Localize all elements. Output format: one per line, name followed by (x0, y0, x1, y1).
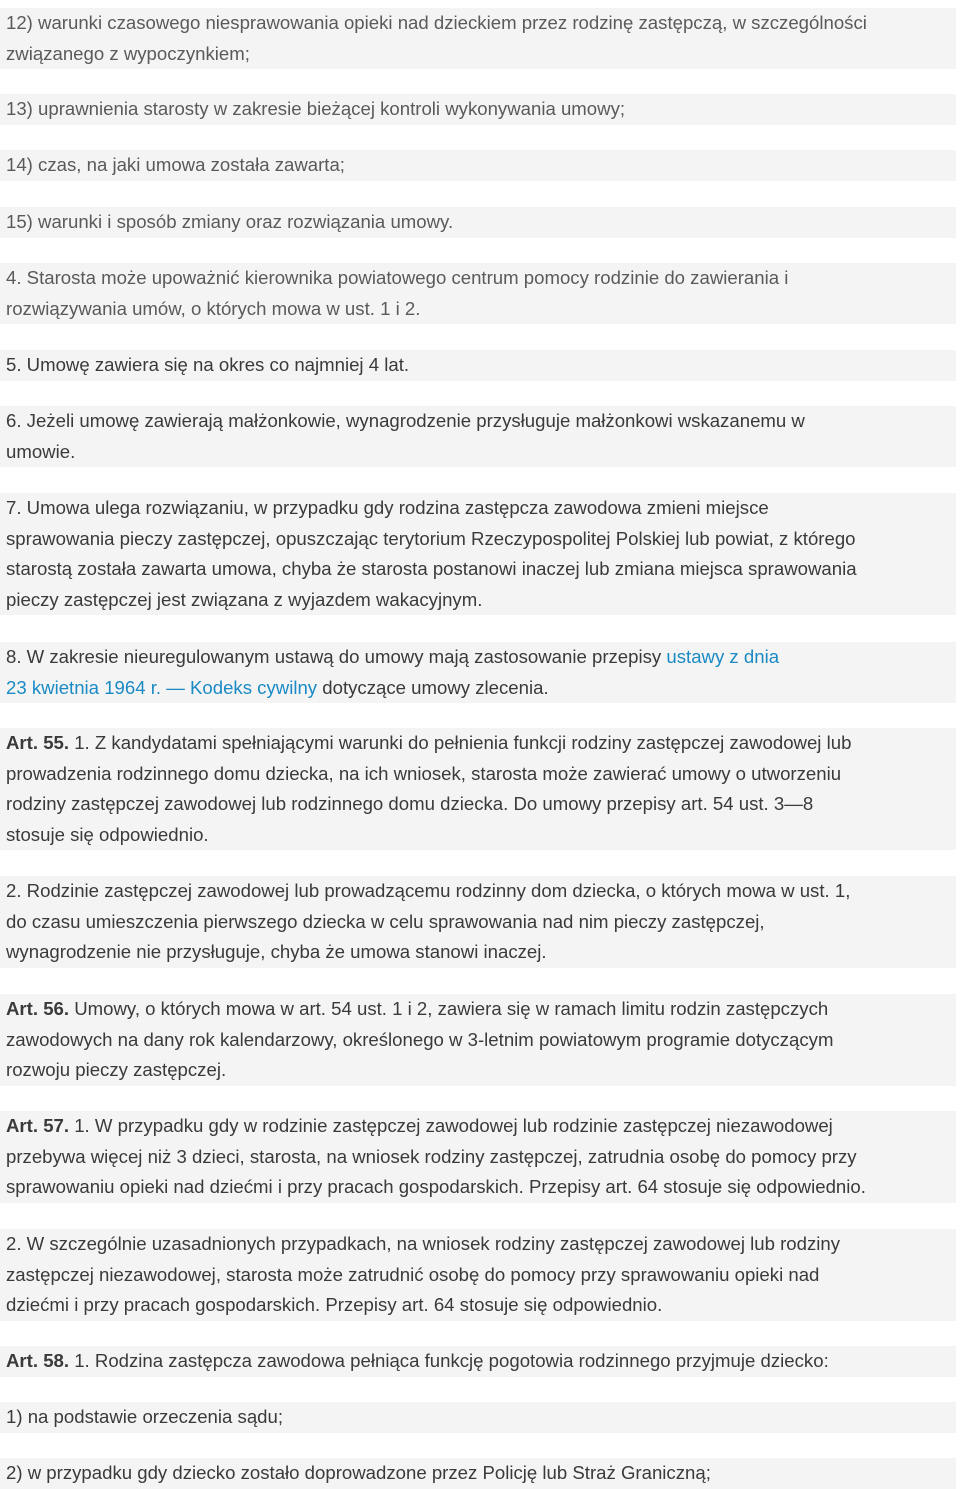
text-run: Umowy, o których mowa w art. 54 ust. 1 i 2, zawiera się w ramach limitu rodzin zastępczych (69, 998, 829, 1019)
text-line: 6. Jeżeli umowę zawierają małżonkowie, wynagrodzenie przysługuje małżonkowi wskazanemu w (6, 410, 805, 431)
text-line: umowie. (6, 440, 76, 462)
link-civil-code-date-cont[interactable]: 23 kwietnia 1964 r. (6, 676, 162, 698)
paragraph-ust-4 (0, 263, 956, 324)
text-line: 2) w przypadku gdy dziecko zostało doprowadzone przez Policję lub Straż Graniczną; (6, 1462, 711, 1483)
text-line: 4. Starosta może upoważnić kierownika powiatowego centrum pomocy rodzinie do zawierania i (6, 267, 789, 288)
text-run: dotyczące umowy zlecenia. (317, 676, 549, 698)
text-line: pieczy zastępczej jest związana z wyjazdem wakacyjnym. (6, 588, 483, 610)
article-56 (0, 994, 956, 1086)
text-line (6, 642, 950, 673)
text-line: dziećmi i przy pracach gospodarskich. Przepisy art. 64 stosuje się odpowiednio. (6, 1294, 663, 1315)
text-line: sprawowaniu opieki nad dziećmi i przy pracach gospodarskich. Przepisy art. 64 stosuje się odpowiednio. (6, 1176, 866, 1197)
text-run: 1. Z kandydatami spełniającymi warunki do pełnienia funkcji rodziny zastępczej zawodowej lub (69, 732, 852, 753)
text-line: związanego z wypoczynkiem; (6, 42, 250, 64)
article-58-item-2 (0, 1458, 956, 1489)
article-57-ust-1 (0, 1111, 956, 1203)
text-line: przebywa więcej niż 3 dzieci, starosta, na wniosek rodziny zastępczej, zatrudnia osobę do pomocy przy (6, 1145, 857, 1167)
article-58-item-1 (0, 1402, 956, 1433)
article-55-ust-2 (0, 876, 956, 968)
link-civil-code-date[interactable]: ustawy z dnia (666, 646, 780, 667)
article-label: Art. 58. (6, 1350, 70, 1371)
link-civil-code[interactable]: — Kodeks cywilny (166, 676, 318, 698)
text-line: stosuje się odpowiednio. (6, 823, 209, 845)
text-line: do czasu umieszczenia pierwszego dziecka w celu sprawowania nad nim pieczy zastępczej, (6, 910, 765, 932)
text-line (6, 1346, 950, 1377)
text-line: sprawowania pieczy zastępczej, opuszczając terytorium Rzeczypospolitej Polskiej lub powiat, z którego (6, 527, 856, 549)
article-label: Art. 56. (6, 998, 70, 1019)
text-line (6, 994, 950, 1025)
text-line: 14) czas, na jaki umowa została zawarta; (6, 154, 345, 175)
paragraph-ust-6 (0, 406, 956, 467)
article-label: Art. 55. (6, 732, 70, 753)
paragraph-ust-8 (0, 642, 956, 703)
text-line: 13) uprawnienia starosty w zakresie bieżącej kontroli wykonywania umowy; (6, 98, 626, 119)
paragraph-item-15 (0, 207, 956, 238)
text-run: 1. Rodzina zastępcza zawodowa pełniąca funkcję pogotowia rodzinnego przyjmuje dziecko: (69, 1350, 829, 1371)
text-line (6, 673, 950, 704)
text-line: 2. Rodzinie zastępczej zawodowej lub prowadzącemu rodzinny dom dziecka, o których mowa w ust. 1, (6, 880, 851, 901)
article-58-ust-1 (0, 1346, 956, 1377)
article-57-ust-2 (0, 1229, 956, 1321)
text-line: 1) na podstawie orzeczenia sądu; (6, 1406, 284, 1427)
text-line: rozwoju pieczy zastępczej. (6, 1059, 227, 1080)
text-line: 2. W szczególnie uzasadnionych przypadkach, na wniosek rodziny zastępczej zawodowej lub rodziny (6, 1233, 841, 1254)
article-label: Art. 57. (6, 1115, 70, 1136)
text-line (6, 1111, 950, 1142)
text-line: zastępczej niezawodowej, starosta może zatrudnić osobę do pomocy przy sprawowaniu opieki nad (6, 1263, 820, 1285)
text-line: rodziny zastępczej zawodowej lub rodzinnego domu dziecka. Do umowy przepisy art. 54 ust. 3—8 (6, 793, 814, 814)
article-55-ust-1 (0, 728, 956, 850)
text-line: starostą została zawarta umowa, chyba że starosta postanowi inaczej lub zmiana miejsca sprawowania (6, 558, 857, 579)
text-line: 7. Umowa ulega rozwiązaniu, w przypadku gdy rodzina zastępcza zawodowa zmieni miejsce (6, 497, 769, 518)
paragraph-ust-7 (0, 493, 956, 615)
paragraph-item-14 (0, 150, 956, 181)
paragraph-ust-5 (0, 350, 956, 381)
text-line: wynagrodzenie nie przysługuje, chyba że umowa stanowi inaczej. (6, 941, 547, 962)
text-line: rozwiązywania umów, o których mowa w ust. 1 i 2. (6, 297, 421, 319)
text-line: 12) warunki czasowego niesprawowania opieki nad dzieckiem przez rodzinę zastępczą, w szczególności (6, 12, 867, 33)
text-run: 1. W przypadku gdy w rodzinie zastępczej zawodowej lub rodzinie zastępczej niezawodowej (69, 1115, 833, 1136)
text-line: zawodowych na dany rok kalendarzowy, określonego w 3-letnim powiatowym programie dotyczącym (6, 1028, 834, 1050)
text-line: 5. Umowę zawiera się na okres co najmniej 4 lat. (6, 354, 410, 375)
text-run: 8. W zakresie nieuregulowanym ustawą do umowy mają zastosowanie przepisy (6, 646, 667, 667)
text-line (6, 728, 950, 759)
paragraph-item-12 (0, 8, 956, 69)
paragraph-item-13 (0, 94, 956, 125)
text-line: 15) warunki i sposób zmiany oraz rozwiązania umowy. (6, 211, 454, 232)
text-line: prowadzenia rodzinnego domu dziecka, na ich wniosek, starosta może zawierać umowy o utworzeniu (6, 762, 842, 784)
